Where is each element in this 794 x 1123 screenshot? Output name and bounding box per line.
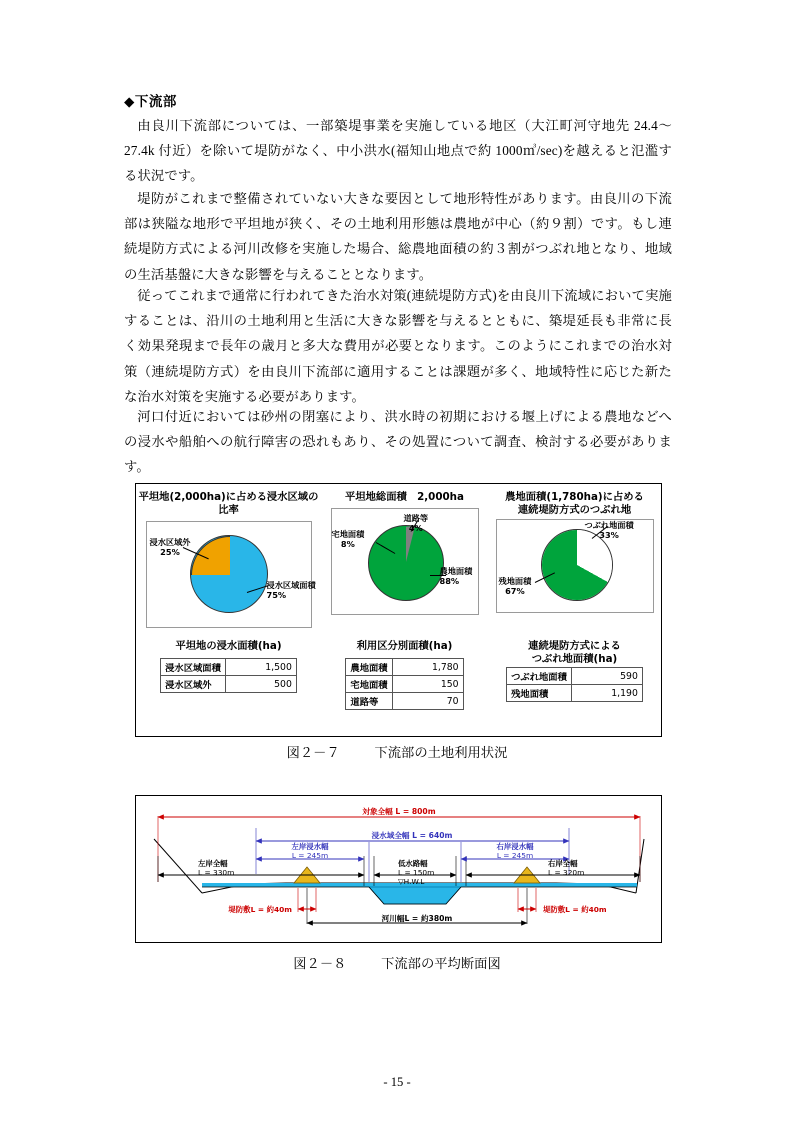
paragraph-4-text: 河口付近においては砂州の閉塞により、洪水時の初期における堰上げによる農地などへの浸水や船舶への航行障害の恐れもあり、その処置について調査、検討する必要があります。 [124, 409, 672, 475]
figure-2-8-caption-number: 図２－８ [293, 956, 347, 971]
dim-total-width-label: 対象全幅 L = 800m [362, 807, 436, 816]
paragraph-2-text: 堤防がこれまで整備されていない大きな要因として地形特性があります。由良川の下流部は狭隘な地形で平坦地が狭く、その土地利用形態は農地が中心（約９割）です。もし連続堤防方式による河川改修を実施した場合、総農地面積の約３割がつぶれ地となり、地域の生活基盤に大きな影響を与えることとなります。 [124, 191, 672, 282]
table-row [161, 676, 297, 693]
figure-2-7-land-use [135, 483, 662, 737]
table-cell-key: 道路等 [346, 693, 392, 710]
dim-left-levee-label: 堤防敷L = 約40m [228, 905, 292, 914]
section-heading: ◆下流部 [124, 94, 177, 110]
pie-a-pct-in: 75% [266, 590, 287, 600]
table-cell-value: 590 [571, 668, 642, 685]
hwl-marker-label: ▽H.W.L [398, 877, 425, 886]
table-cell-key: 浸水区域面積 [161, 659, 226, 676]
table-cell-key: 浸水区域外 [161, 676, 226, 693]
paragraph-1-text: 由良川下流部については、一部築堤事業を実施している地区（大江町河守地先 24.4～ 27.4k 付近）を除いて堤防がなく、中小洪水(福知山地点で約 1000㎥/sec)を越えると氾濫する状況です。 [124, 118, 672, 184]
table-3-title-line1: 連続堤防方式による [528, 640, 621, 652]
pie-b-label-residential [332, 529, 365, 549]
pie-c-label-rest [499, 576, 532, 596]
figure-2-8-caption [0, 953, 794, 972]
pie-c-label-lost [585, 520, 634, 540]
low-water-channel [369, 887, 461, 904]
table-cell-value: 70 [392, 693, 463, 710]
table-inundation-area [160, 658, 297, 693]
figure-2-7-caption-text: 下流部の土地利用状況 [374, 745, 508, 760]
figure-2-8-caption-text: 下流部の平均断面図 [381, 956, 501, 971]
paragraph-2 [124, 186, 672, 287]
dim-right-total-value: L = 320m [548, 868, 585, 877]
pie-c-green-slice [542, 530, 612, 600]
dim-channel-label: 低水路幅 [398, 859, 428, 868]
table-panel-inundation [136, 634, 321, 734]
table-cell-key: 宅地面積 [346, 676, 392, 693]
pie-a-label-outside [150, 537, 191, 557]
table-2-title: 利用区分別面積(ha) [356, 640, 453, 652]
table-landuse-area [345, 658, 463, 710]
table-cell-key: 農地面積 [346, 659, 392, 676]
pie-b-pct-farm: 88% [439, 576, 460, 586]
pie-c-label-lost-text: つぶれ地面積 [584, 520, 634, 530]
pie-b-label-taku-text: 宅地面積 [331, 529, 365, 539]
pie-panel-c-title-line2: 連続堤防方式のつぶれ地 [517, 504, 632, 516]
table-row [346, 676, 463, 693]
pie-b-pct-taku: 8% [340, 539, 355, 549]
table-cell-value: 1,780 [392, 659, 463, 676]
dim-left-total-label: 左岸全幅 [198, 859, 228, 868]
pie-c-pct-lost: 33% [599, 530, 619, 540]
dim-left-flood-label: 左岸浸水幅 [291, 842, 329, 851]
pie-c-pct-rest: 67% [505, 586, 525, 596]
table-row [161, 659, 297, 676]
pie-a-label-in-text: 浸水区域面積 [266, 580, 316, 590]
paragraph-3-text: 従ってこれまで通常に行われてきた治水対策(連続堤防方式)を由良川下流域において実施することは、沿川の土地利用と生活に大きな影響を与えるとともに、築堤延長も非常に長く効果発現まで長年の歳月と多大な費用が必要となります。このようにこれまでの治水対策（連続堤防方式）を由良川下流部に適用することは課題が多く、地域特性に応じた新たな治水対策を実施する必要があります。 [124, 288, 672, 404]
table-row [346, 693, 463, 710]
pie-panel-b-frame [331, 508, 479, 615]
pie-a-label-inside [267, 580, 316, 600]
pie-panel-lost-land [488, 484, 661, 634]
pie-panel-c-title [488, 484, 661, 517]
pie-a-label-out-text: 浸水区域外 [149, 537, 191, 547]
pie-b-pct-road: 4% [408, 523, 423, 533]
dim-right-flood-value: L = 245m [496, 851, 534, 860]
table-cell-value: 1,190 [571, 685, 642, 702]
paragraph-3 [124, 283, 672, 409]
data-table-row [136, 634, 661, 734]
table-cell-key: 残地面積 [507, 685, 572, 702]
table-lost-land-area [506, 667, 643, 702]
table-cell-value: 150 [392, 676, 463, 693]
pie-c-label-rest-text: 残地面積 [498, 576, 532, 586]
figure-2-7-caption [0, 742, 794, 761]
table-3-title-line2: つぶれ地面積(ha) [531, 653, 618, 665]
paragraph-1 [124, 113, 672, 189]
table-cell-key: つぶれ地面積 [507, 668, 572, 685]
paragraph-4 [124, 404, 672, 480]
pie-panel-total-flat-area [321, 484, 488, 634]
pie-panel-inundation-ratio [136, 484, 321, 634]
figure-2-8-cross-section [135, 795, 662, 943]
dim-right-total-label: 右岸全幅 [548, 859, 578, 868]
table-panel-lost-land [488, 634, 661, 734]
dim-left-total-value: L = 330m [198, 868, 235, 877]
left-hillside-line [154, 839, 202, 893]
dim-right-flood-label: 右岸浸水幅 [496, 842, 534, 851]
cross-section-svg [136, 796, 661, 942]
figure-2-7-caption-number: 図２－７ [286, 745, 340, 760]
table-panel-landuse [321, 634, 488, 734]
pie-panel-b-title: 平坦地総面積 2,000ha [345, 491, 464, 503]
table-1-title: 平坦地の浸水面積(ha) [175, 640, 282, 652]
pie-panel-c-title-line1: 農地面積(1,780ha)に占める [505, 491, 644, 503]
table-row [507, 668, 643, 685]
pie-panel-c-frame [496, 519, 654, 613]
pie-b-label-road-text: 道路等 [403, 513, 429, 523]
pie-b-label-farm-text: 農地面積 [439, 566, 473, 576]
table-row [507, 685, 643, 702]
table-cell-value: 1,500 [225, 659, 296, 676]
page-number: - 15 - [383, 1075, 411, 1089]
dim-channel-value: L = 150m [398, 868, 435, 877]
pie-panel-a-title: 平坦地(2,000ha)に占める浸水区域の比率 [138, 491, 319, 516]
table-row [346, 659, 463, 676]
dim-river-width-label: 河川幅L = 約380m [381, 914, 453, 923]
pie-a-orange-slice [191, 536, 230, 575]
table-3-title [488, 634, 661, 666]
pie-b-label-road [404, 513, 429, 533]
dim-flood-total-label: 浸水域全幅 L = 640m [371, 831, 453, 840]
pie-panel-a-frame [146, 521, 316, 628]
dim-left-flood-value: L = 245m [291, 851, 329, 860]
pie-a-pct-out: 25% [160, 547, 180, 557]
dim-right-levee-label: 堤防敷L = 約40m [543, 905, 607, 914]
table-cell-value: 500 [225, 676, 296, 693]
pie-b-label-farm [440, 566, 473, 586]
pie-chart-row [136, 484, 661, 634]
